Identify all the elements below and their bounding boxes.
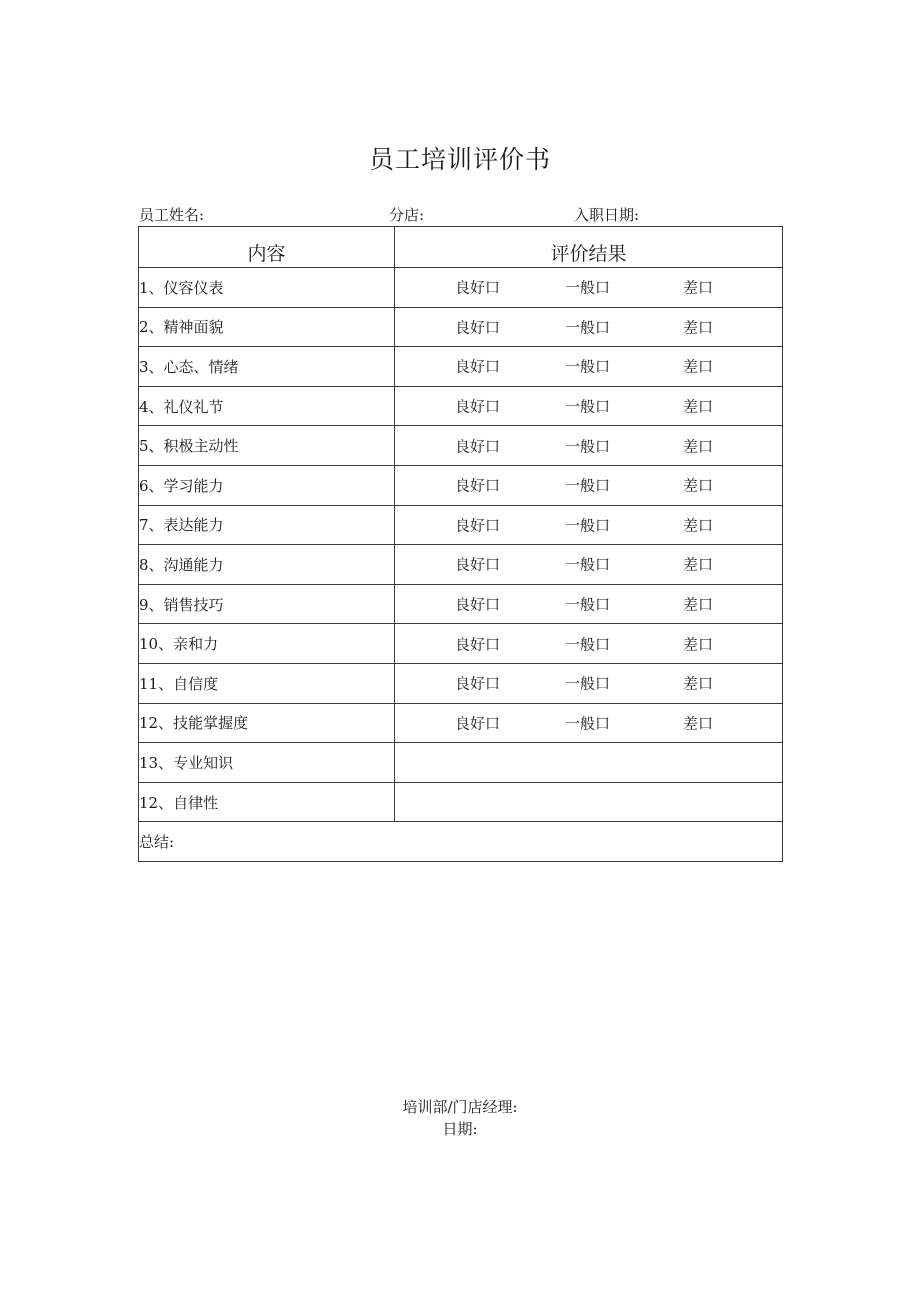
table-row [139,307,783,347]
criterion-label: 7、表达能力 [139,505,395,545]
criterion-label: 5、积极主动性 [139,426,395,466]
document-title: 员工培训评价书 [368,145,551,174]
rating-cell [395,782,783,822]
table-row [139,268,783,308]
rating-good-checkbox[interactable]: 良好口 [455,595,501,614]
rating-average-checkbox[interactable]: 一般口 [565,357,611,376]
table-row [139,426,783,466]
criterion-label: 9、销售技巧 [139,584,395,624]
rating-average-checkbox[interactable]: 一般口 [565,318,611,337]
table-row [139,465,783,505]
criterion-label: 4、礼仪礼节 [139,386,395,426]
rating-cell [395,347,783,387]
rating-average-checkbox[interactable]: 一般口 [565,595,611,614]
rating-poor-checkbox[interactable]: 差口 [683,714,714,733]
header-result: 评价结果 [395,227,783,268]
rating-cell [395,545,783,585]
rating-good-checkbox[interactable]: 良好口 [455,357,501,376]
rating-average-checkbox[interactable]: 一般口 [565,714,611,733]
rating-average-checkbox[interactable]: 一般口 [565,635,611,654]
rating-poor-checkbox[interactable]: 差口 [683,595,714,614]
table-row [139,505,783,545]
summary-cell[interactable] [139,822,783,862]
criterion-label: 13、专业知识 [139,743,395,783]
rating-cell [395,624,783,664]
criterion-label: 3、心态、情绪 [139,347,395,387]
rating-average-checkbox[interactable]: 一般口 [565,278,611,297]
rating-poor-checkbox[interactable]: 差口 [683,318,714,337]
table-row [139,743,783,783]
rating-average-checkbox[interactable]: 一般口 [565,437,611,456]
criterion-label: 10、亲和力 [139,624,395,664]
rating-poor-checkbox[interactable]: 差口 [683,476,714,495]
signature-date-label: 日期: [442,1120,478,1138]
criterion-label: 2、精神面貌 [139,307,395,347]
employee-info-line [139,204,781,224]
rating-average-checkbox[interactable]: 一般口 [565,555,611,574]
rating-poor-checkbox[interactable]: 差口 [683,674,714,693]
rating-poor-checkbox[interactable]: 差口 [683,397,714,416]
rating-cell [395,465,783,505]
table-row [139,545,783,585]
rating-good-checkbox[interactable]: 良好口 [455,278,501,297]
rating-cell [395,268,783,308]
rating-cell [395,426,783,466]
store-label: 分店: [389,206,425,224]
criterion-label: 6、学习能力 [139,465,395,505]
rating-good-checkbox[interactable]: 良好口 [455,397,501,416]
rating-poor-checkbox[interactable]: 差口 [683,555,714,574]
criterion-label: 8、沟通能力 [139,545,395,585]
rating-poor-checkbox[interactable]: 差口 [683,516,714,535]
rating-poor-checkbox[interactable]: 差口 [683,278,714,297]
table-header-row [139,227,783,268]
table-row [139,624,783,664]
rating-average-checkbox[interactable]: 一般口 [565,476,611,495]
rating-cell [395,307,783,347]
table-row [139,584,783,624]
rating-good-checkbox[interactable]: 良好口 [455,635,501,654]
rating-poor-checkbox[interactable]: 差口 [683,357,714,376]
rating-good-checkbox[interactable]: 良好口 [455,437,501,456]
rating-good-checkbox[interactable]: 良好口 [455,674,501,693]
evaluation-table [138,226,783,862]
rating-good-checkbox[interactable]: 良好口 [455,516,501,535]
table-row [139,703,783,743]
rating-good-checkbox[interactable]: 良好口 [455,318,501,337]
rating-cell [395,386,783,426]
evaluation-rows [139,268,783,862]
rating-poor-checkbox[interactable]: 差口 [683,437,714,456]
rating-average-checkbox[interactable]: 一般口 [565,674,611,693]
table-row [139,386,783,426]
table-row [139,663,783,703]
criterion-label: 12、技能掌握度 [139,703,395,743]
hire-date-label: 入职日期: [574,206,640,224]
criterion-label: 12、自律性 [139,782,395,822]
criterion-label: 11、自信度 [139,663,395,703]
rating-average-checkbox[interactable]: 一般口 [565,397,611,416]
rating-good-checkbox[interactable]: 良好口 [455,555,501,574]
summary-row [139,822,783,862]
rating-cell [395,743,783,783]
rating-good-checkbox[interactable]: 良好口 [455,714,501,733]
rating-cell [395,505,783,545]
manager-signature-label: 培训部/门店经理: [402,1098,518,1116]
rating-cell [395,663,783,703]
summary-label: 总结: [139,833,175,852]
rating-cell [395,584,783,624]
rating-cell [395,703,783,743]
employee-name-label: 员工姓名: [139,206,205,224]
table-row [139,782,783,822]
header-content: 内容 [139,227,395,268]
table-row [139,347,783,387]
rating-good-checkbox[interactable]: 良好口 [455,476,501,495]
criterion-label: 1、仪容仪表 [139,268,395,308]
rating-average-checkbox[interactable]: 一般口 [565,516,611,535]
rating-poor-checkbox[interactable]: 差口 [683,635,714,654]
